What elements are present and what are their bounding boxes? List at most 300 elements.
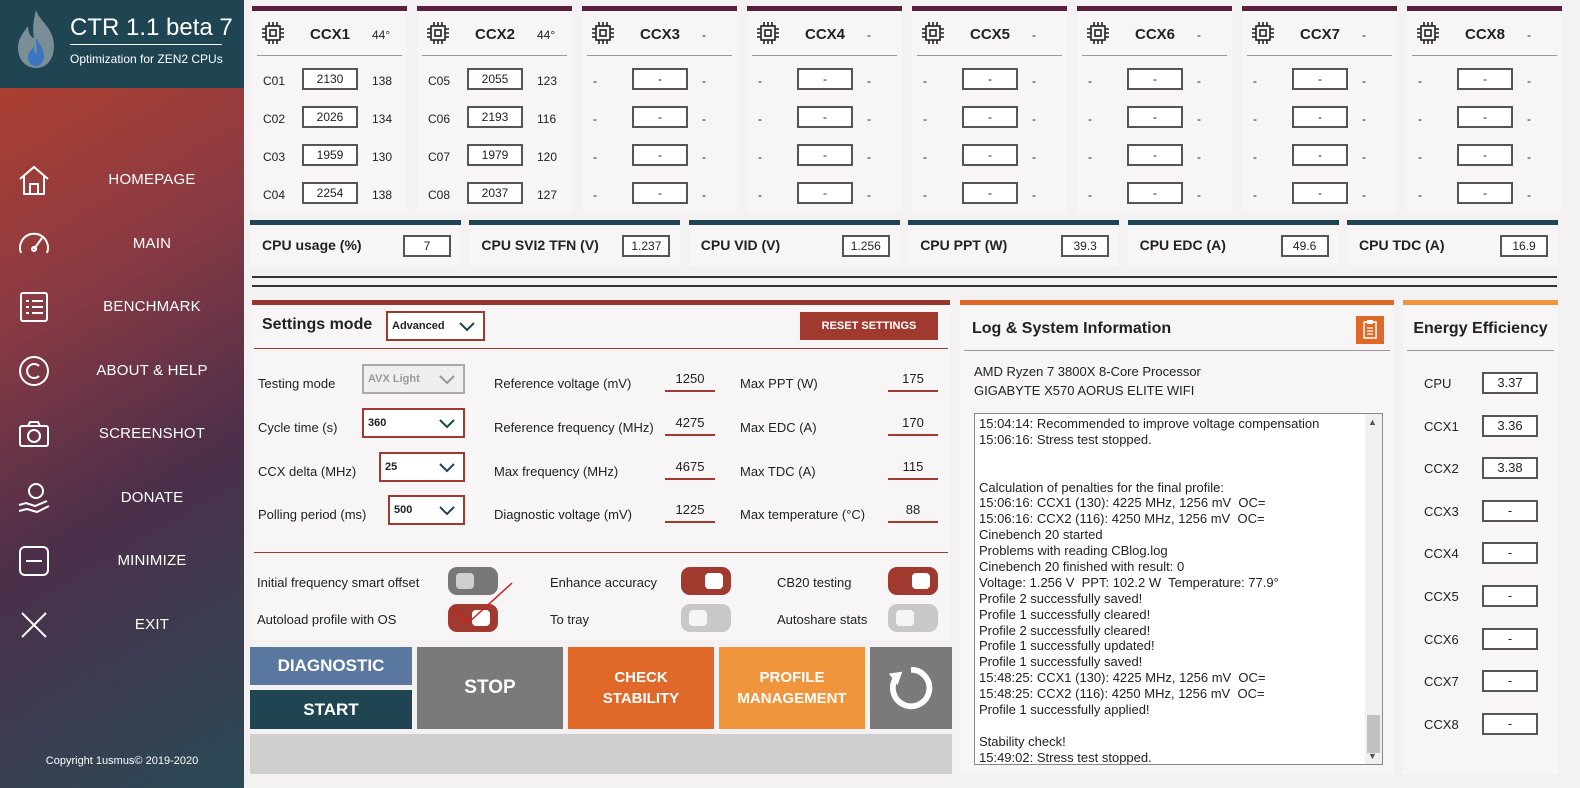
energy-label: CCX3: [1424, 503, 1459, 519]
profile-management-line1: PROFILE: [759, 669, 825, 686]
energy-label: CCX2: [1424, 461, 1459, 477]
core-row: [747, 182, 902, 208]
core-label: C03: [263, 150, 286, 164]
energy-row: [1403, 628, 1558, 652]
log-line: Calculation of penalties for the final profile:: [979, 479, 1224, 495]
autoshare-label: Autoshare stats: [777, 612, 868, 627]
core-row: [912, 106, 1067, 132]
log-line: 15:04:14: Recommended to improve voltage compensation: [979, 416, 1320, 431]
log-line: Problems with reading CBlog.log: [979, 543, 1168, 559]
core-frequency: -: [1457, 68, 1513, 90]
ref-freq-label: Reference frequency (MHz): [494, 420, 654, 435]
core-value: 120: [537, 150, 558, 164]
settings-mode-dropdown[interactable]: [386, 311, 485, 341]
core-frequency: -: [962, 182, 1018, 204]
metric-card: [1347, 220, 1558, 266]
ccx-panel-1: [252, 6, 407, 213]
core-row: [582, 68, 737, 94]
nav-label: ABOUT & HELP: [96, 362, 208, 379]
chevron-down-icon: [459, 322, 475, 332]
metric-card: [1128, 220, 1339, 266]
energy-value: 3.36: [1482, 415, 1538, 437]
energy-label: CCX8: [1424, 716, 1459, 732]
core-value: -: [1362, 188, 1366, 202]
core-frequency: 2026: [302, 106, 358, 128]
refresh-button[interactable]: [870, 647, 952, 729]
diagnostic-button[interactable]: DIAGNOSTIC: [250, 647, 412, 685]
enhance-accuracy-toggle[interactable]: [681, 567, 731, 595]
cpu-chip-icon: [920, 20, 946, 46]
ccx-divider: [587, 55, 732, 56]
list-icon: [17, 290, 51, 324]
core-label: C06: [428, 112, 451, 126]
core-value: -: [702, 74, 706, 88]
log-panel: [960, 300, 1394, 774]
core-value: -: [1362, 150, 1366, 164]
polling-period-dropdown[interactable]: [388, 495, 465, 525]
status-bar: [250, 734, 952, 774]
core-value: -: [702, 188, 706, 202]
ccx-delta-value: 25: [385, 461, 398, 473]
energy-value: -: [1482, 628, 1538, 650]
separator-line: [252, 276, 1557, 278]
check-stability-line1: CHECK: [614, 669, 668, 686]
core-value: -: [867, 188, 871, 202]
core-row: [912, 68, 1067, 94]
metric-value: 39.3: [1061, 235, 1109, 257]
core-frequency: -: [797, 106, 853, 128]
core-value: -: [1032, 112, 1036, 126]
energy-label: CCX6: [1424, 631, 1459, 647]
autoshare-toggle[interactable]: [888, 604, 938, 632]
nav-homepage[interactable]: [0, 156, 244, 204]
ref-voltage-input[interactable]: 1250: [665, 370, 715, 392]
nav-label: DONATE: [120, 489, 184, 506]
core-label: -: [758, 188, 762, 202]
core-frequency: -: [1457, 144, 1513, 166]
ccx-name: CCX2: [475, 26, 516, 43]
smart-offset-label: Initial frequency smart offset: [257, 575, 420, 590]
core-label: -: [923, 112, 927, 126]
energy-value: -: [1482, 670, 1538, 692]
cpu-flame-logo-icon: [10, 8, 62, 72]
clipboard-icon[interactable]: [1356, 316, 1384, 344]
ccx-divider: [1247, 55, 1392, 56]
ccx-panel-5: [912, 6, 1067, 213]
metric-label: CPU TDC (A): [1359, 237, 1445, 253]
check-stability-line2: STABILITY: [602, 690, 680, 707]
energy-value: 3.37: [1482, 372, 1538, 394]
core-row: [912, 182, 1067, 208]
core-label: -: [1418, 112, 1422, 126]
ccx-temperature: 44°: [372, 28, 391, 42]
cycle-time-value: 360: [368, 417, 387, 429]
max-tdc-label: Max TDC (A): [740, 464, 816, 479]
brand-header: [0, 0, 244, 88]
cpu-chip-icon: [590, 20, 616, 46]
core-frequency: 2130: [302, 68, 358, 90]
core-row: [582, 144, 737, 170]
metric-label: CPU VID (V): [700, 237, 781, 253]
metric-value: 1.237: [622, 235, 670, 257]
diag-voltage-label: Diagnostic voltage (mV): [494, 507, 632, 522]
cpu-chip-icon: [1250, 20, 1276, 46]
ccx-panel-6: [1077, 6, 1232, 213]
camera-icon: [17, 417, 51, 451]
energy-row: [1403, 372, 1558, 396]
energy-label: CCX1: [1424, 418, 1459, 434]
core-value: 123: [537, 74, 558, 88]
ccx-divider: [752, 55, 897, 56]
ccx-temperature: -: [867, 28, 871, 42]
max-temp-label: Max temperature (°C): [740, 507, 866, 522]
core-label: -: [1253, 188, 1257, 202]
core-row: [1242, 68, 1397, 94]
core-frequency: 2037: [467, 182, 523, 204]
log-divider: [964, 350, 1390, 351]
minimize-icon: [17, 544, 51, 578]
energy-row: [1403, 585, 1558, 609]
core-label: C08: [428, 188, 451, 202]
log-line: 15:06:16: CCX1 (130): 4225 MHz, 1256 mV OC=: [979, 495, 1266, 511]
core-row: [417, 144, 572, 170]
core-label: -: [593, 74, 597, 88]
app-title: CTR 1.1 beta 7: [70, 14, 233, 41]
log-line: 15:06:16: CCX2 (116): 4250 MHz, 1256 mV OC=: [979, 511, 1265, 527]
core-row: [1077, 68, 1232, 94]
core-value: -: [1527, 150, 1531, 164]
ref-voltage-label: Reference voltage (mV): [494, 376, 632, 391]
core-value: -: [702, 150, 706, 164]
core-frequency: -: [1292, 106, 1348, 128]
core-value: -: [1527, 112, 1531, 126]
ccx-delta-label: CCX delta (MHz): [258, 464, 357, 479]
core-row: [747, 144, 902, 170]
core-label: -: [923, 188, 927, 202]
polling-period-label: Polling period (ms): [258, 507, 367, 522]
metric-label: CPU usage (%): [262, 237, 362, 253]
core-value: -: [1197, 188, 1201, 202]
log-line: Profile 1 successfully saved!: [979, 654, 1143, 670]
core-frequency: 2254: [302, 182, 358, 204]
core-row: [417, 182, 572, 208]
core-label: -: [1418, 150, 1422, 164]
core-label: -: [1418, 188, 1422, 202]
core-row: [1407, 106, 1562, 132]
log-line: Cinebench 20 finished with result: 0: [979, 559, 1185, 575]
chevron-down-icon: [439, 375, 455, 385]
core-label: -: [1418, 74, 1422, 88]
core-label: C02: [263, 112, 286, 126]
profile-management-line2: MANAGEMENT: [737, 690, 847, 707]
ccx-temperature: -: [1032, 28, 1036, 42]
cpu-model-text: AMD Ryzen 7 3800X 8-Core Processor: [974, 364, 1201, 379]
cb20-testing-label: CB20 testing: [777, 575, 852, 590]
energy-value: -: [1482, 585, 1538, 607]
core-frequency: -: [797, 144, 853, 166]
max-freq-input[interactable]: 4675: [665, 458, 715, 480]
core-frequency: -: [1127, 68, 1183, 90]
core-value: -: [702, 112, 706, 126]
metric-label: CPU EDC (A): [1139, 237, 1226, 253]
log-line: Voltage: 1.256 V PPT: 102.2 W Temperature: 77.9°: [979, 574, 1279, 590]
profile-management-button[interactable]: [719, 647, 865, 729]
copyright-text: Copyright 1usmus© 2019-2020: [45, 755, 199, 767]
ccx-divider: [1412, 55, 1557, 56]
log-title: Log & System Information: [972, 320, 1172, 337]
core-frequency: -: [1292, 144, 1348, 166]
brand-divider: [70, 44, 222, 45]
ccx-panel-8: [1407, 6, 1562, 213]
settings-mode-value: Advanced: [392, 320, 445, 332]
log-line: 15:48:25: CCX1 (130): 4225 MHz, 1256 mV OC=: [979, 670, 1266, 686]
log-line: [979, 718, 1362, 734]
core-frequency: -: [632, 144, 688, 166]
log-line: Profile 2 successfully saved!: [979, 590, 1143, 606]
core-frequency: -: [1457, 182, 1513, 204]
core-row: [747, 68, 902, 94]
core-frequency: 1979: [467, 144, 523, 166]
log-line: Profile 1 successfully applied!: [979, 702, 1150, 718]
ccx-divider: [257, 55, 402, 56]
log-lines: [979, 416, 1362, 765]
start-button[interactable]: START: [250, 690, 412, 729]
ccx-divider: [422, 55, 567, 56]
core-label: -: [758, 112, 762, 126]
log-line: Cinebench 20 started: [979, 527, 1103, 543]
ccx-name: CCX6: [1135, 26, 1176, 43]
core-frequency: 1959: [302, 144, 358, 166]
ccx-divider: [1082, 55, 1227, 56]
core-label: -: [1088, 188, 1092, 202]
donate-hand-icon: [17, 481, 51, 515]
scroll-down-icon[interactable]: ▼: [1368, 751, 1377, 761]
metric-value: 49.6: [1281, 235, 1329, 257]
red-checkmark-annotation-icon: [448, 581, 516, 627]
ccx-temperature: 44°: [537, 28, 556, 42]
metric-value: 16.9: [1500, 235, 1548, 257]
ccx-name: CCX1: [310, 26, 351, 43]
core-frequency: 2055: [467, 68, 523, 90]
core-label: C07: [428, 150, 451, 164]
scroll-up-icon[interactable]: ▲: [1368, 417, 1377, 427]
ccx-delta-dropdown[interactable]: [379, 452, 465, 482]
log-line: Profile 1 successfully updated!: [979, 638, 1155, 654]
core-value: -: [1362, 74, 1366, 88]
core-label: -: [1088, 112, 1092, 126]
cpu-chip-icon: [425, 20, 451, 46]
cb20-testing-toggle[interactable]: [888, 567, 938, 595]
core-value: -: [1527, 188, 1531, 202]
motherboard-text: GIGABYTE X570 AORUS ELITE WIFI: [974, 383, 1195, 398]
core-row: [747, 106, 902, 132]
core-value: -: [1032, 150, 1036, 164]
ccx-temperature: -: [1527, 28, 1531, 42]
copyright-icon: [17, 354, 51, 388]
core-row: [912, 144, 1067, 170]
core-row: [252, 144, 407, 170]
ccx-panel-7: [1242, 6, 1397, 213]
log-line: Profile 1 successfully cleared!: [979, 606, 1151, 622]
core-value: -: [1197, 74, 1201, 88]
log-line: 15:48:25: CCX2 (116): 4250 MHz, 1256 mV OC=: [979, 686, 1265, 702]
energy-row: [1403, 415, 1558, 439]
core-label: -: [923, 150, 927, 164]
close-icon: [17, 608, 51, 642]
chevron-down-icon: [439, 419, 455, 429]
core-value: -: [867, 74, 871, 88]
ref-freq-input[interactable]: 4275: [665, 414, 715, 436]
separator-line: [252, 285, 1557, 287]
check-stability-button[interactable]: [568, 647, 714, 729]
core-label: -: [758, 150, 762, 164]
core-label: -: [923, 74, 927, 88]
chevron-down-icon: [439, 463, 455, 473]
core-value: 127: [537, 188, 558, 202]
max-ppt-input[interactable]: 175: [888, 370, 938, 392]
core-row: [1242, 182, 1397, 208]
nav-label: MAIN: [132, 235, 172, 252]
core-frequency: -: [1127, 106, 1183, 128]
stop-button[interactable]: STOP: [417, 647, 563, 729]
cycle-time-dropdown[interactable]: [362, 408, 465, 438]
core-label: -: [1253, 74, 1257, 88]
max-temp-input[interactable]: 88: [888, 501, 938, 523]
settings-divider: [254, 348, 948, 349]
core-label: -: [1088, 74, 1092, 88]
to-tray-toggle[interactable]: [681, 604, 731, 632]
energy-efficiency-panel: [1403, 300, 1558, 774]
core-label: -: [758, 74, 762, 88]
enhance-accuracy-label: Enhance accuracy: [550, 575, 657, 590]
core-row: [1077, 106, 1232, 132]
core-frequency: -: [797, 68, 853, 90]
nav-screenshot[interactable]: [0, 410, 244, 458]
nav-main[interactable]: [0, 220, 244, 268]
nav-about-help[interactable]: [0, 347, 244, 395]
energy-divider: [1407, 350, 1554, 351]
energy-value: 3.38: [1482, 457, 1538, 479]
scrollbar-thumb[interactable]: [1367, 715, 1380, 753]
ccx-name: CCX4: [805, 26, 846, 43]
core-row: [417, 68, 572, 94]
polling-period-value: 500: [394, 504, 413, 516]
log-line: Profile 2 successfully cleared!: [979, 622, 1151, 638]
core-frequency: -: [632, 106, 688, 128]
metric-card: [908, 220, 1119, 266]
ccx-divider: [917, 55, 1062, 56]
core-row: [1077, 144, 1232, 170]
core-row: [252, 68, 407, 94]
core-label: -: [593, 150, 597, 164]
log-scrollbar[interactable]: [1365, 414, 1382, 764]
settings-divider: [254, 552, 948, 553]
ccx-name: CCX7: [1300, 26, 1341, 43]
energy-value: -: [1482, 713, 1538, 735]
max-tdc-input[interactable]: 115: [888, 458, 938, 480]
reset-settings-button[interactable]: RESET SETTINGS: [800, 312, 938, 340]
core-label: -: [1253, 150, 1257, 164]
core-label: -: [1253, 112, 1257, 126]
energy-row: [1403, 457, 1558, 481]
energy-row: [1403, 670, 1558, 694]
cpu-chip-icon: [755, 20, 781, 46]
core-row: [1242, 144, 1397, 170]
energy-value: -: [1482, 500, 1538, 522]
core-value: 138: [372, 74, 393, 88]
max-edc-input[interactable]: 170: [888, 414, 938, 436]
core-label: C05: [428, 74, 451, 88]
energy-label: CCX4: [1424, 546, 1459, 562]
energy-title: Energy Efficiency: [1413, 320, 1548, 337]
app-subtitle: Optimization for ZEN2 CPUs: [70, 52, 223, 66]
core-value: -: [867, 112, 871, 126]
core-row: [1407, 182, 1562, 208]
core-frequency: -: [632, 182, 688, 204]
core-row: [1407, 144, 1562, 170]
testing-mode-label: Testing mode: [258, 376, 336, 391]
core-frequency: -: [1292, 68, 1348, 90]
core-value: -: [1362, 112, 1366, 126]
core-frequency: -: [962, 68, 1018, 90]
nav-label: MINIMIZE: [117, 552, 187, 569]
ccx-temperature: -: [1362, 28, 1366, 42]
core-label: -: [1088, 150, 1092, 164]
nav-benchmark[interactable]: [0, 283, 244, 331]
core-row: [582, 182, 737, 208]
core-label: -: [593, 112, 597, 126]
settings-title: Settings mode: [262, 316, 373, 333]
log-textbox[interactable]: [974, 413, 1383, 765]
core-value: -: [1527, 74, 1531, 88]
max-freq-label: Max frequency (MHz): [494, 464, 619, 479]
metric-card: [469, 220, 680, 266]
core-value: -: [1197, 112, 1201, 126]
settings-panel: [252, 300, 950, 640]
nav-label: HOMEPAGE: [108, 171, 196, 188]
nav-donate[interactable]: [0, 474, 244, 522]
diag-voltage-input[interactable]: 1225: [665, 501, 715, 523]
chevron-down-icon: [439, 506, 455, 516]
ccx-panel-2: [417, 6, 572, 213]
cpu-chip-icon: [260, 20, 286, 46]
core-row: [1242, 106, 1397, 132]
testing-mode-dropdown[interactable]: [362, 364, 465, 394]
energy-label: CCX5: [1424, 589, 1459, 604]
log-line: Stability check!: [979, 733, 1066, 749]
nav-label: SCREENSHOT: [98, 425, 206, 442]
core-frequency: -: [1127, 182, 1183, 204]
cpu-chip-icon: [1415, 20, 1441, 46]
log-line: 15:06:16: Stress test stopped.: [979, 431, 1152, 447]
metric-label: CPU SVI2 TFN (V): [481, 237, 599, 253]
core-row: [582, 106, 737, 132]
refresh-icon: [887, 664, 935, 712]
core-value: -: [867, 150, 871, 164]
core-row: [252, 106, 407, 132]
nav-label: BENCHMARK: [103, 298, 201, 315]
core-row: [1077, 182, 1232, 208]
core-row: [417, 106, 572, 132]
cycle-time-label: Cycle time (s): [258, 420, 338, 435]
core-frequency: -: [962, 144, 1018, 166]
nav-exit[interactable]: [0, 601, 244, 649]
energy-label: CCX7: [1424, 674, 1459, 690]
to-tray-label: To tray: [550, 612, 590, 627]
nav-minimize[interactable]: [0, 537, 244, 585]
core-value: 138: [372, 188, 393, 202]
core-frequency: -: [1127, 144, 1183, 166]
